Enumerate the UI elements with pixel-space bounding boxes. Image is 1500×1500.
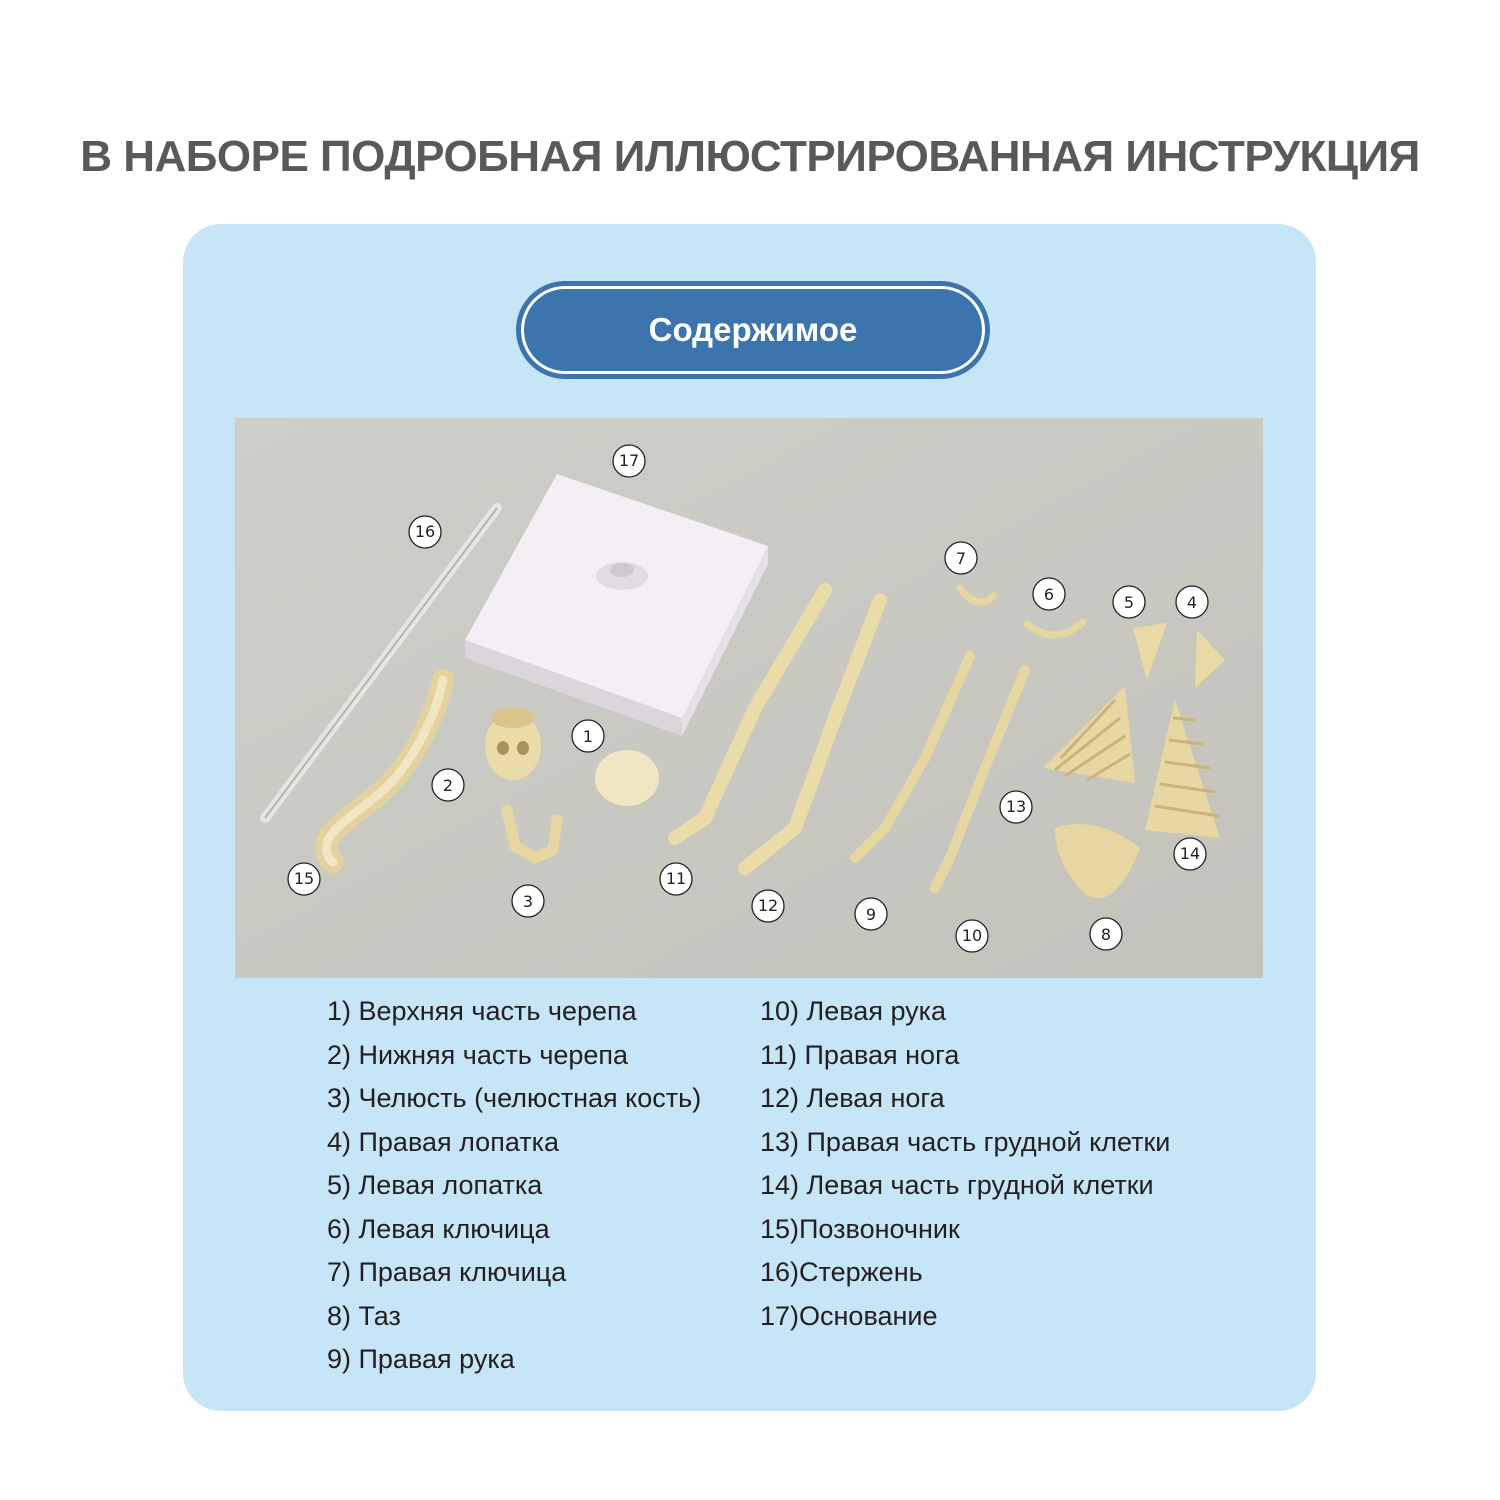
contents-panel [183, 224, 1316, 1411]
callout-15-label: 15 [293, 869, 315, 888]
list-item: 13) Правая часть грудной клетки [760, 1126, 1171, 1157]
section-title-badge [516, 281, 990, 379]
callout-14 [1174, 838, 1206, 870]
list-item: 6) Левая ключица [327, 1213, 550, 1244]
callout-13 [1000, 791, 1032, 823]
list-item: 1) Верхняя часть черепа [327, 996, 637, 1026]
parts-list-right [760, 990, 1170, 1338]
list-item: 14) Левая часть грудной клетки [760, 1170, 1154, 1200]
parts-photo [235, 418, 1263, 978]
list-item: 9) Правая рука [327, 1344, 515, 1374]
callout-4-label: 4 [1186, 593, 1198, 612]
callout-12-label: 12 [757, 896, 779, 915]
callout-10-label: 10 [961, 926, 983, 945]
parts-list-left [327, 990, 701, 1382]
callout-2 [432, 769, 464, 801]
callout-3 [512, 885, 544, 917]
skull-top-part [595, 750, 659, 806]
callout-8 [1090, 918, 1122, 950]
list-item: 2) Нижняя часть черепа [327, 1039, 629, 1070]
list-item: 15)Позвоночник [760, 1213, 960, 1244]
callout-6-label: 6 [1043, 585, 1055, 604]
callout-13-label: 13 [1005, 797, 1027, 816]
callout-16-label: 16 [414, 522, 436, 541]
callout-11 [660, 863, 692, 895]
callout-17-label: 17 [618, 451, 640, 470]
list-item: 8) Таз [327, 1300, 401, 1331]
list-item: 5) Левая лопатка [327, 1170, 543, 1200]
callout-10 [956, 920, 988, 952]
list-item: 7) Правая ключица [327, 1257, 567, 1287]
list-item: 4) Правая лопатка [327, 1126, 560, 1157]
callout-8-label: 8 [1100, 925, 1112, 944]
list-item: 16)Стержень [760, 1257, 923, 1287]
callout-1-label: 1 [582, 727, 594, 746]
callout-14-label: 14 [1179, 844, 1201, 863]
callout-17 [613, 445, 645, 477]
callout-6 [1033, 578, 1065, 610]
list-item: 11) Правая нога [760, 1039, 960, 1070]
list-item: 17)Основание [760, 1300, 938, 1331]
callout-5-label: 5 [1123, 593, 1135, 612]
list-item: 12) Левая нога [760, 1083, 945, 1113]
callout-16 [409, 516, 441, 548]
callout-3-label: 3 [522, 892, 534, 911]
callout-5 [1113, 586, 1145, 618]
callout-12 [752, 890, 784, 922]
callout-4 [1176, 586, 1208, 618]
headline: В НАБОРЕ ПОДРОБНАЯ ИЛЛЮСТРИРОВАННАЯ ИНСТРУКЦИЯ [80, 132, 1420, 181]
list-item: 3) Челюсть (челюстная кость) [327, 1083, 702, 1113]
callout-15 [288, 863, 320, 895]
callout-9 [855, 898, 887, 930]
callout-9-label: 9 [865, 905, 877, 924]
callout-7-label: 7 [955, 549, 967, 568]
callout-1 [572, 720, 604, 752]
section-title: Содержимое [521, 286, 985, 374]
skull-bottom-part [485, 708, 541, 780]
callout-2-label: 2 [442, 776, 454, 795]
list-item: 10) Левая рука [760, 996, 947, 1026]
callout-7 [945, 542, 977, 574]
callout-11-label: 11 [665, 869, 687, 888]
